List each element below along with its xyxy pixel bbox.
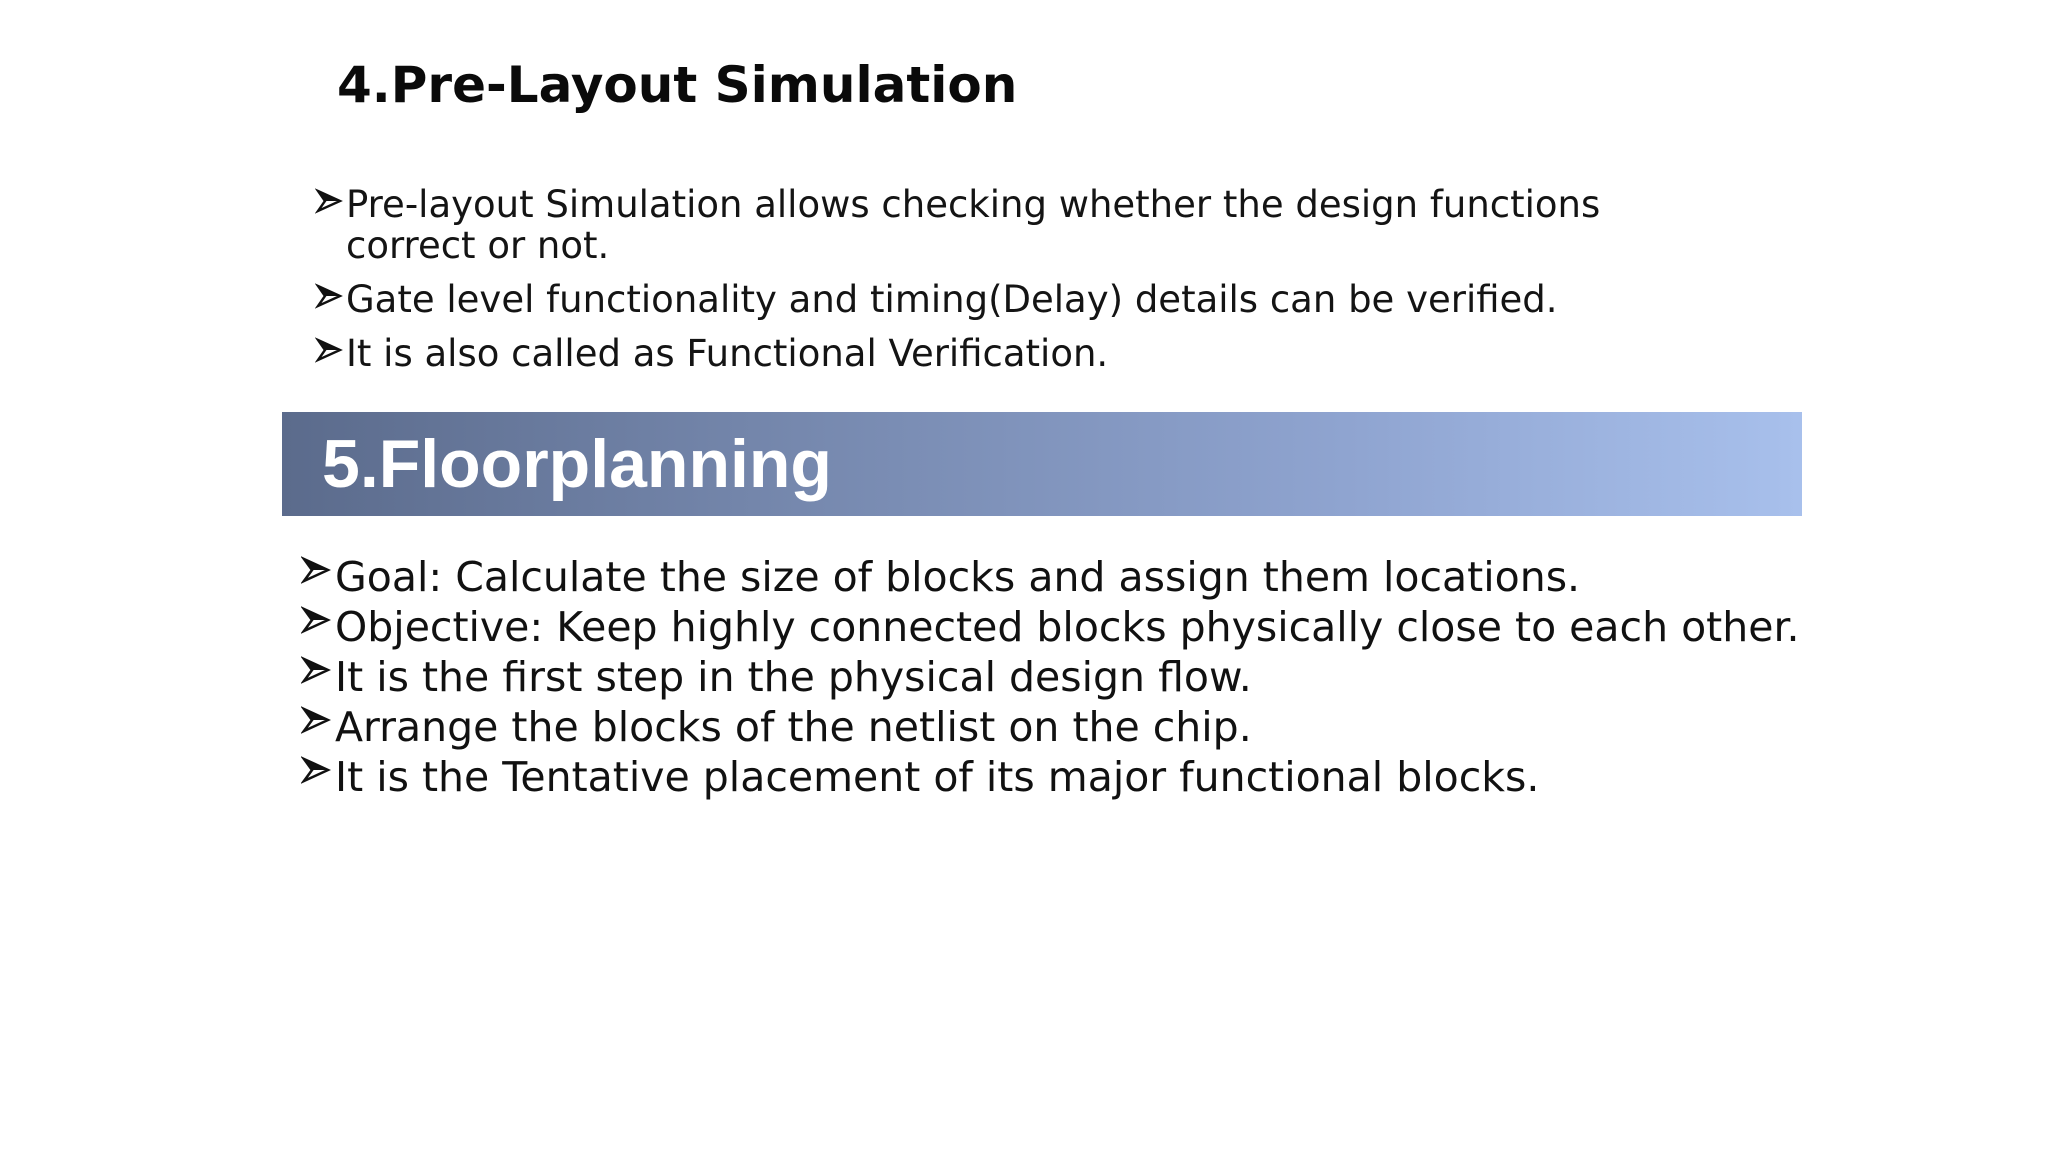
arrowhead-bullet-icon [301, 605, 331, 635]
list-item [301, 552, 1801, 602]
floorplanning-bullet-list [301, 552, 1801, 802]
arrowhead-bullet-icon [301, 705, 331, 735]
bullet-text: Pre-layout Simulation allows checking whether the design functions correct or not. [346, 183, 1601, 267]
arrowhead-bullet-icon [315, 282, 343, 310]
bullet-text: Gate level functionality and timing(Delay) details can be verified. [346, 278, 1558, 321]
arrowhead-bullet-icon [301, 655, 331, 685]
arrowhead-bullet-icon [315, 336, 343, 364]
bullet-text: It is also called as Functional Verification. [346, 332, 1109, 375]
bullet-text: It is the first step in the physical design flow. [335, 653, 1252, 701]
bullet-text: Objective: Keep highly connected blocks physically close to each other. [335, 603, 1800, 651]
arrowhead-bullet-icon [301, 755, 331, 785]
bullet-text: It is the Tentative placement of its major functional blocks. [335, 753, 1540, 801]
list-item [301, 652, 1801, 702]
list-item [301, 752, 1801, 802]
list-item [301, 702, 1801, 752]
floorplanning-banner [282, 412, 1802, 516]
bullet-text: Arrange the blocks of the netlist on the chip. [335, 703, 1252, 751]
list-item [313, 184, 1733, 266]
list-item [313, 279, 1733, 320]
bullet-text: Goal: Calculate the size of blocks and assign them locations. [335, 553, 1581, 601]
list-item [313, 333, 1733, 374]
arrowhead-bullet-icon [301, 555, 331, 585]
pre-layout-bullet-list [313, 184, 1733, 387]
arrowhead-bullet-icon [315, 187, 343, 215]
list-item [301, 602, 1801, 652]
pre-layout-simulation-title: 4.Pre-Layout Simulation [337, 56, 1018, 114]
floorplanning-title: 5.Floorplanning [322, 426, 832, 502]
